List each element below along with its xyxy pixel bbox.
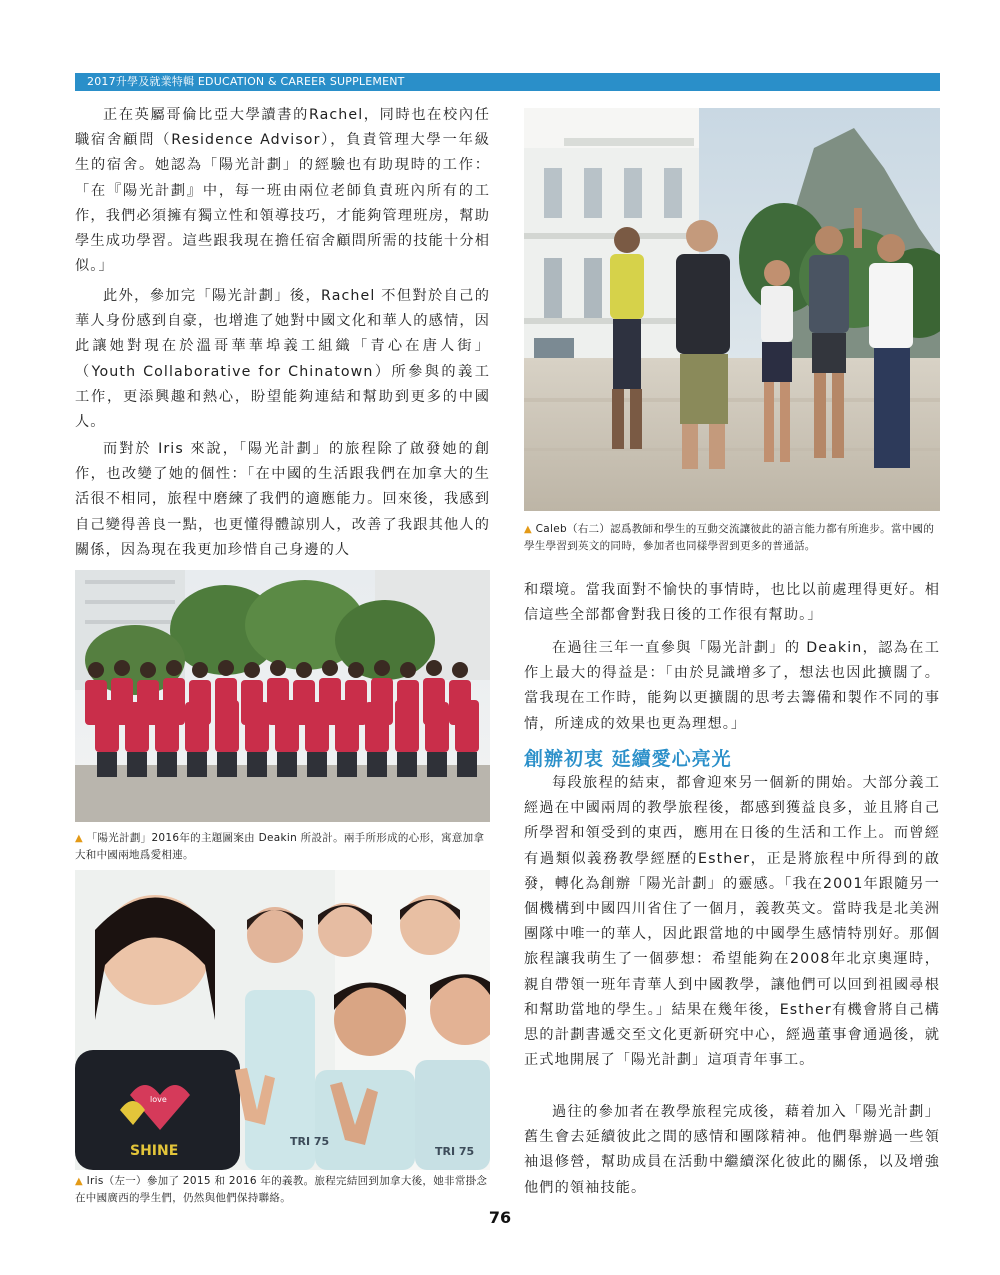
header-bar — [75, 73, 940, 91]
paragraph-rachel: 正在英屬哥倫比亞大學讀書的Rachel，同時也在校內任職宿舍顧問（Residence Advisor），負責管理大學一年級生的宿舍。她認為「陽光計劃」的經驗也有助現時的工作：「在『陽光計劃』中，每一班由兩位老師負責班內所有的工作，我們必須擁有獨立性和領導技巧，才能夠管理班房，幫助學生成功學習。這些跟我現在擔任宿舍顧問所需的技能十分相似。」 — [75, 107, 490, 275]
paragraph-deakin: 在過往三年一直參與「陽光計劃」的 Deakin，認為在工作上最大的得益是：「由於見識增多了，想法也因此擴闊了。當我現在工作時，能夠以更擴闊的思考去籌備和製作不同的事情，所達成的效果也更為理想。」 — [524, 640, 940, 732]
photo-heart-hands — [75, 570, 490, 822]
page-number: 76 — [488, 1208, 512, 1227]
photo-iris-students — [75, 870, 490, 1170]
photo-group-five — [524, 108, 940, 511]
caption-marker-icon: ▲ — [524, 524, 532, 535]
shirt-text: SHINE — [130, 1143, 179, 1159]
paragraph-esther: 每段旅程的結束，都會迎來另一個新的開始。大部分義工經過在中國兩周的教學旅程後，都感到獲益良多，並且將自己所學習和領受到的東西，應用在日後的生活和工作上。而曾經有過類似義務教學經歷的Esther，正是將旅程中所得到的啟發，轉化為創辦「陽光計劃」的靈感。「我在2001年跟隨另一個機構到中國四川省住了一個月，義教英文。當時我是北美洲團隊中唯一的華人，因此跟當地的中國學生感情特別好。那個旅程讓我萌生了一個夢想：希望能夠在2008年北京奧運時，親自帶領一班年青華人到中國教學，讓他們可以回到祖國尋根和幫助當地的學生。」結果在幾年後，Esther有機會將自己構思的計劃書遞交至文化更新研究中心，經過董事會通過後，就正式地開展了「陽光計劃」這項青年事工。 — [524, 775, 940, 1069]
paragraph-alumni: 過往的參加者在教學旅程完成後，藉着加入「陽光計劃」舊生會去延續彼此之間的感情和團隊精神。他們舉辦過一些領袖退修營，幫助成員在活動中繼續深化彼此的關係，以及增強他們的領袖技能。 — [524, 1104, 940, 1196]
section-heading: 創辦初衷 延續愛心亮光 — [524, 748, 732, 770]
paragraph-rachel-identity: 此外，參加完「陽光計劃」後，Rachel 不但對於自己的華人身份感到自豪，也增進了她對中國文化和華人的感情，因此讓她對現在於溫哥華華埠義工組織「青心在唐人街」（Youth Collaborative for Chinatown）所參與的義工工作，更添興趣和熱心，盼望能夠連結和幫助到更多的中國人。 — [75, 288, 490, 431]
paragraph-iris: 而對於 Iris 來說，「陽光計劃」的旅程除了啟發她的創作，也改變了她的個性：「在中國的生活跟我們在加拿大的生活很不相同，旅程中磨練了我們的適應能力。回來後，我感到自己變得善良一點，也更懂得體諒別人，改善了我跟其他人的關係，因為現在我更加珍惜自己身邊的人 — [75, 441, 490, 558]
caption-marker-icon: ▲ — [75, 833, 83, 844]
shirt-logo-text: TRI 75 — [290, 1135, 330, 1148]
shirt-logo-text-right: TRI 75 — [435, 1145, 475, 1158]
caption-photo-iris — [75, 1173, 490, 1206]
caption-marker-icon: ▲ — [75, 1176, 83, 1187]
shirt-word: love — [150, 1095, 167, 1104]
photo-group-five-image — [524, 108, 940, 511]
caption-text: Caleb（右二）認爲教師和學生的互動交流讓彼此的語言能力都有所進步。當中國的學生學習到英文的同時，參加者也同樣學習到更多的普通話。 — [524, 523, 935, 552]
paragraph-iris-continued: 和環境。當我面對不愉快的事情時，也比以前處理得更好。相信這些全部都會對我日後的工作很有幫助。」 — [524, 582, 940, 624]
photo-iris-students-image — [75, 870, 490, 1170]
caption-photo-heart-hands — [75, 830, 490, 863]
caption-text: 「陽光計劃」2016年的主題圖案由 Deakin 所設計。兩手所形成的心形，寓意加拿大和中國兩地爲愛相連。 — [75, 832, 485, 861]
photo-heart-hands-image — [75, 570, 490, 822]
header-title: 2017升學及就業特輯 EDUCATION & CAREER SUPPLEMENT — [87, 75, 405, 88]
caption-text: Iris（左一）參加了 2015 和 2016 年的義教。旅程完結回到加拿大後，她非常掛念在中國廣西的學生們，仍然與他們保持聯絡。 — [75, 1175, 488, 1204]
caption-photo-group-five — [524, 521, 940, 554]
